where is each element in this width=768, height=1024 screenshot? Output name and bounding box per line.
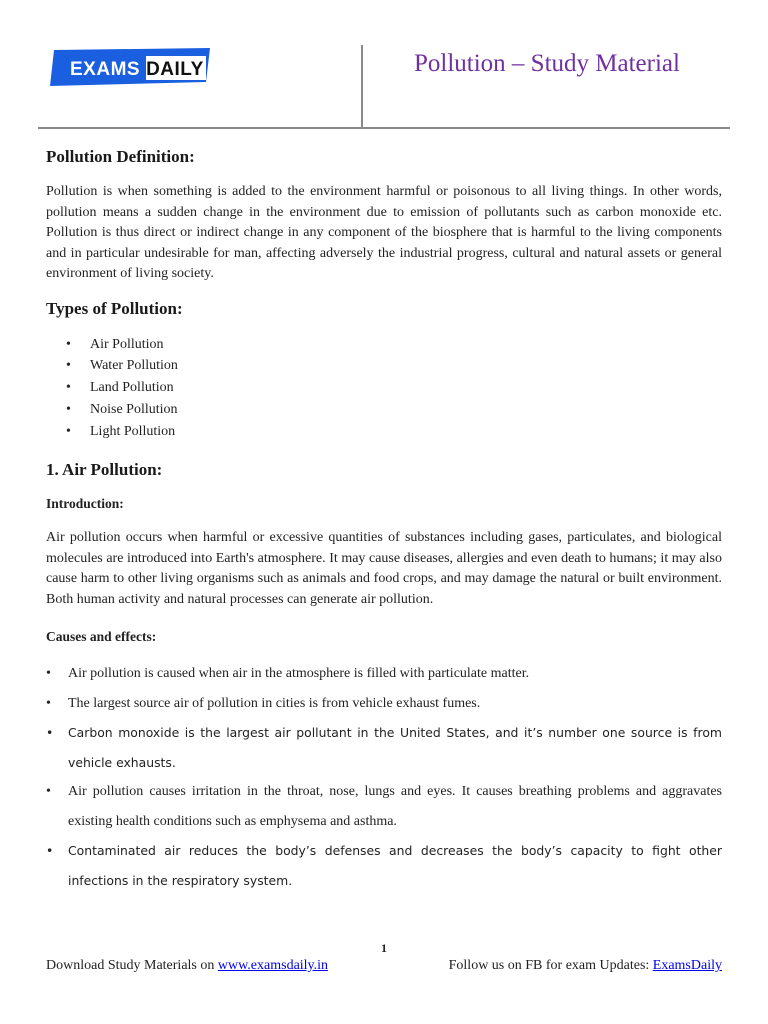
list-item: • Noise Pollution bbox=[46, 399, 722, 421]
facebook-page-link[interactable]: ExamsDaily bbox=[652, 958, 722, 973]
list-item: • Contaminated air reduces the body’s defenses and decreases the body’s capacity to fight other infections in the respiratory system. bbox=[46, 836, 722, 895]
examsdaily-website-link[interactable]: www.examsdaily.in bbox=[217, 958, 329, 973]
list-item: • The largest source air of pollution in cities is from vehicle exhaust fumes. bbox=[46, 689, 722, 719]
page-footer bbox=[46, 958, 722, 974]
footer-right bbox=[449, 958, 722, 974]
air-pollution-heading: 1. Air Pollution: bbox=[46, 460, 163, 480]
page-header bbox=[0, 0, 768, 130]
introduction-heading: Introduction: bbox=[46, 496, 124, 512]
footer-follow-text: Follow us on FB for exam Updates: bbox=[448, 958, 653, 973]
list-item: • Carbon monoxide is the largest air pollutant in the United States, and it’s number one source is from vehicle exhausts. bbox=[46, 718, 722, 777]
document-body bbox=[46, 146, 722, 895]
introduction-paragraph: Air pollution occurs when harmful or excessive quantities of substances including gases, particulates, and biological molecules are introduced into Earth's atmosphere. It may cause diseases, allergies and even death to humans; it may also cause harm to other living organisms such as animals and food crops, and may damage the natural or built environment. Both human activity and natural processes can generate air pollution. bbox=[46, 530, 722, 607]
footer-left bbox=[46, 958, 328, 973]
definition-paragraph: Pollution is when something is added to the environment harmful or poisonous to all living things. In other words, pollution means a sudden change in the environment due to emission of pollutants such as carbon monoxide etc. Pollution is thus direct or indirect change in any component of the biosphere that is harmful to the living components and in particular undesirable for man, affecting adversely the industrial progress, cultural and natural assets or general environment of living society. bbox=[46, 184, 722, 281]
types-heading: Types of Pollution: bbox=[46, 298, 183, 318]
logo-wordmark: EXAMS DAILY bbox=[70, 59, 204, 80]
causes-heading: Causes and effects: bbox=[46, 629, 157, 645]
list-item: • Light Pollution bbox=[46, 421, 722, 443]
footer-download-text: Download Study Materials on bbox=[46, 958, 218, 973]
list-item: • Land Pollution bbox=[46, 377, 722, 399]
page-title: Pollution – Study Material bbox=[414, 50, 680, 77]
types-list bbox=[46, 334, 722, 443]
page-number: 1 bbox=[381, 941, 387, 955]
list-item: • Water Pollution bbox=[46, 355, 722, 377]
list-item: • Air pollution causes irritation in the throat, nose, lungs and eyes. It causes breathing problems and aggravates existing health conditions such as emphysema and asthma. bbox=[46, 777, 722, 836]
header-horizontal-divider bbox=[38, 127, 730, 129]
causes-list bbox=[46, 659, 722, 895]
header-vertical-divider bbox=[361, 45, 363, 128]
list-item: • Air Pollution bbox=[46, 334, 722, 356]
list-item: • Air pollution is caused when air in the atmosphere is filled with particulate matter. bbox=[46, 659, 722, 689]
definition-heading: Pollution Definition: bbox=[46, 147, 195, 166]
